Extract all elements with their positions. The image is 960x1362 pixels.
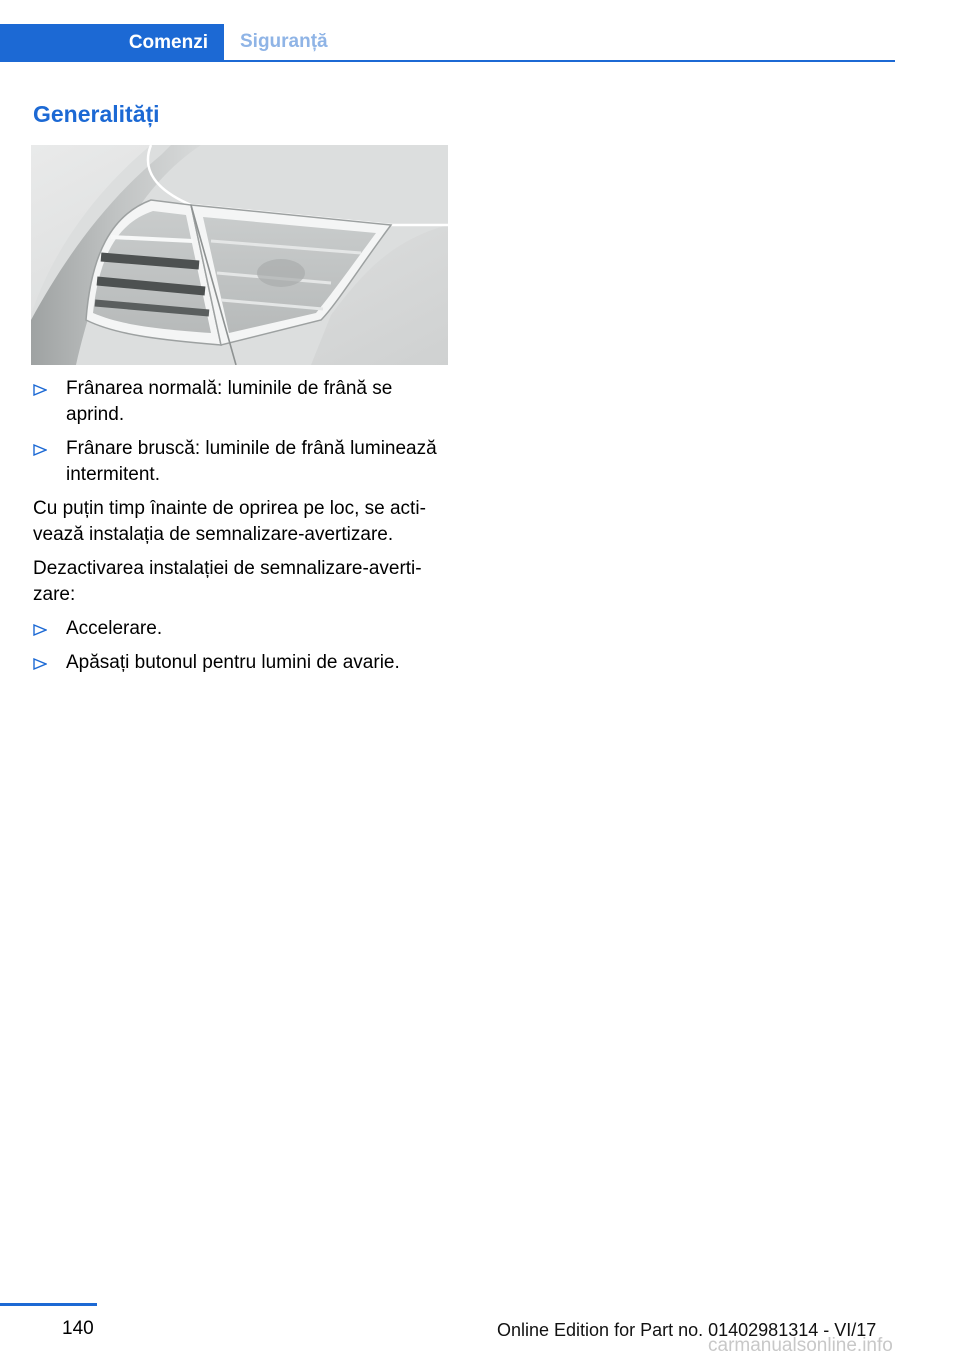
tail-light-illustration — [31, 145, 448, 365]
page-number-rule — [0, 1303, 97, 1306]
triangle-bullet-icon — [33, 444, 47, 456]
tab-siguranta[interactable]: Siguranță — [240, 31, 328, 52]
list-item-text: Apăsați butonul pentru lumini de avarie. — [66, 652, 400, 673]
triangle-bullet-icon — [33, 658, 47, 670]
list-item-text: Frânare bruscă: luminile de frână luminează intermitent. — [66, 438, 437, 485]
paragraph: Cu puțin timp înainte de oprirea pe loc, se activează instalația de semnalizare-avertizare. — [33, 498, 426, 545]
edition-footer: Online Edition for Part no. 01402981314 - VI/17 — [497, 1320, 877, 1340]
triangle-bullet-icon — [33, 624, 47, 636]
section-title: Generalități — [33, 101, 160, 127]
paragraph: Dezactivarea instalației de semnalizare-avertizare: — [33, 558, 422, 605]
list-item — [33, 376, 451, 428]
watermark: carmanualsonline.info — [708, 1335, 893, 1356]
header-bar — [0, 24, 895, 62]
list-item — [33, 616, 451, 642]
content-body — [33, 376, 451, 684]
list-item-text: Accelerare. — [66, 618, 163, 639]
triangle-bullet-icon — [33, 384, 47, 396]
list-item-text: Frânarea normală: luminile de frână se aprind. — [66, 378, 393, 425]
page-number: 140 — [62, 1318, 94, 1339]
list-item — [33, 650, 451, 676]
tab-comenzi[interactable]: Comenzi — [0, 24, 224, 62]
list-item — [33, 436, 451, 488]
